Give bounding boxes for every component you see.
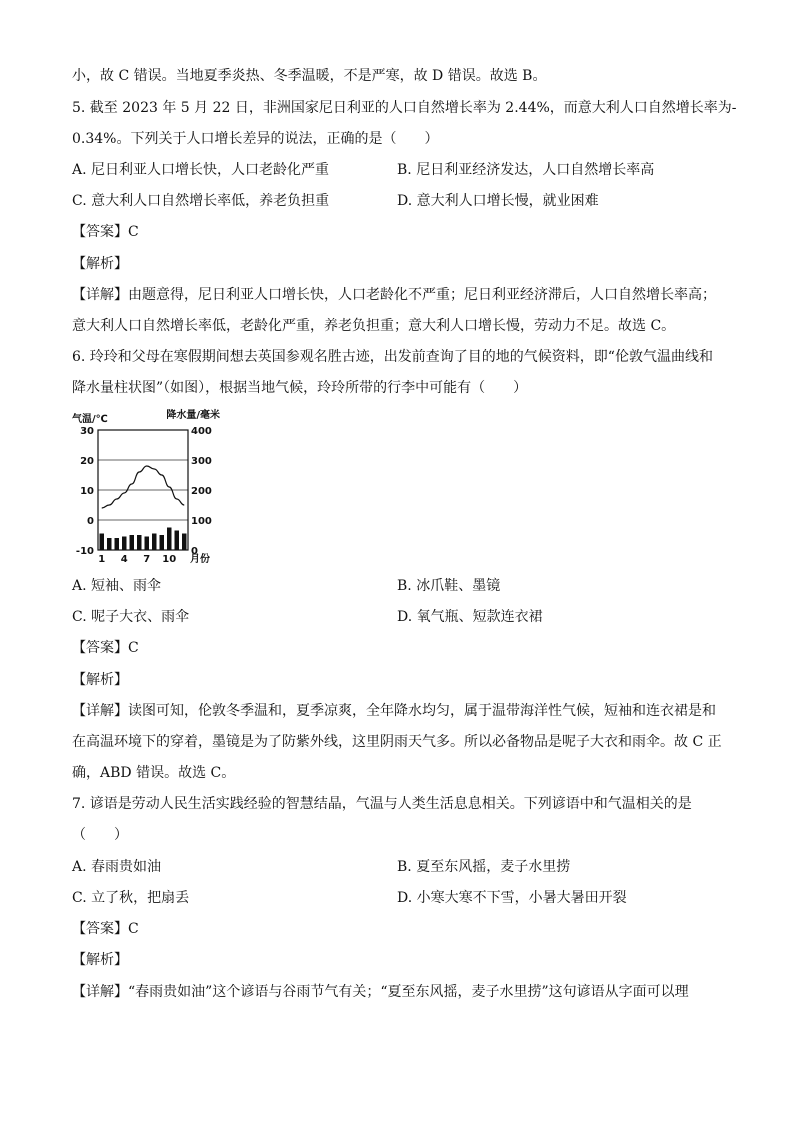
q5-option-c: C. 意大利人口自然增长率低，养老负担重 [72,193,330,209]
temperature-curve [102,466,185,508]
q7-option-b: B. 夏至东风摇，麦子水里捞 [397,859,571,875]
q7-option-c: C. 立了秋，把扇丢 [72,890,190,906]
q5-detail-cont: 意大利人口自然增长率低，老龄化严重，养老负担重；意大利人口增长慢，劳动力不足。故选 C。 [72,318,676,334]
q6-detail-end: 确，ABD 错误。故选 C。 [72,765,236,781]
precipitation-bar [122,537,127,551]
month-tick-label: 4 [120,554,128,565]
question-7-stem-cont: （ ） [72,827,128,843]
temp-tick-label: 0 [87,516,94,527]
climate-chart [70,408,220,568]
q5-analysis-heading: 【解析】 [72,256,128,272]
question-5-stem: 5. 截至 2023 年 5 月 22 日，非洲国家尼日利亚的人口自然增长率为 2.44%，而意大利人口自然增长率为- [72,100,737,116]
temp-tick-label: 20 [80,456,94,467]
month-tick-label: 1 [98,554,106,565]
precip-tick-label: 200 [191,486,212,497]
precipitation-bar [137,535,142,550]
temp-tick-label: -10 [75,546,94,557]
precip-tick-label: 0 [191,546,198,557]
precipitation-bar [145,537,150,551]
question-6-stem-cont: 降水量柱状图”（如图），根据当地气候，玲玲所带的行李中可能有（ ） [72,380,528,396]
precipitation-bar [107,538,112,550]
precipitation-bar [167,528,172,551]
precipitation-bar [182,534,187,551]
q6-option-d: D. 氧气瓶、短款连衣裙 [397,609,543,625]
q7-analysis-heading: 【解析】 [72,952,128,968]
q7-detail: 【详解】“春雨贵如油”这个谚语与谷雨节气有关；“夏至东风摇，麦子水里捞”这句谚语从字面可以理 [72,984,689,1000]
q5-answer: 【答案】C [72,224,139,240]
q6-option-b: B. 冰爪鞋、墨镜 [397,578,501,594]
precipitation-bar [152,534,157,551]
precipitation-bar [130,535,135,550]
right-axis-label: 降水量/毫米 [166,410,220,421]
q6-analysis-heading: 【解析】 [72,672,128,688]
precip-tick-label: 100 [191,516,212,527]
x-axis-label: 月份 [190,554,210,565]
q6-option-a: A. 短袖、雨伞 [72,578,162,594]
q6-option-c: C. 呢子大衣、雨伞 [72,609,190,625]
month-tick-label: 7 [143,554,151,565]
q7-option-d: D. 小寒大寒不下雪，小暑大暑田开裂 [397,890,627,906]
precip-tick-label: 400 [191,426,212,437]
question-7-stem: 7. 谚语是劳动人民生活实践经验的智慧结晶，气温与人类生活息息相关。下列谚语中和气温相关的是 [72,796,692,812]
question-6-stem: 6. 玲玲和父母在寒假期间想去英国参观名胜古迹，出发前查询了目的地的气候资料，即“伦敦气温曲线和 [72,349,713,365]
precip-tick-label: 300 [191,456,212,467]
temp-tick-label: 30 [80,426,94,437]
q6-detail-cont: 在高温环境下的穿着，墨镜是为了防紫外线，这里阴雨天气多。所以必备物品是呢子大衣和雨伞。故 C 正 [72,734,722,750]
q7-answer: 【答案】C [72,921,139,937]
question-5-stem-cont: 0.34%。下列关于人口增长差异的说法，正确的是（ ） [72,131,439,147]
precipitation-bar [175,531,180,551]
month-tick-label: 10 [162,554,177,565]
precipitation-bar [100,534,105,551]
climate-chart-svg [70,408,220,568]
q5-option-b: B. 尼日利亚经济发达，人口自然增长率高 [397,162,655,178]
left-axis-label: 气温/℃ [72,414,108,425]
q6-answer: 【答案】C [72,640,139,656]
q5-detail: 【详解】由题意得，尼日利亚人口增长快，人口老龄化不严重；尼日利亚经济滞后，人口自然增长率高； [72,287,716,303]
q5-option-d: D. 意大利人口增长慢，就业困难 [397,193,599,209]
q5-option-a: A. 尼日利亚人口增长快，人口老龄化严重 [72,162,330,178]
q6-detail: 【详解】读图可知，伦敦冬季温和，夏季凉爽，全年降水均匀，属于温带海洋性气候，短袖和连衣裙是和 [72,703,716,719]
q7-option-a: A. 春雨贵如油 [72,859,162,875]
precipitation-bar [160,535,165,550]
precipitation-bar [115,538,120,550]
text-line: 小，故 C 错误。当地夏季炎热、冬季温暖，不是严寒，故 D 错误。故选 B。 [72,68,547,84]
temp-tick-label: 10 [80,486,94,497]
